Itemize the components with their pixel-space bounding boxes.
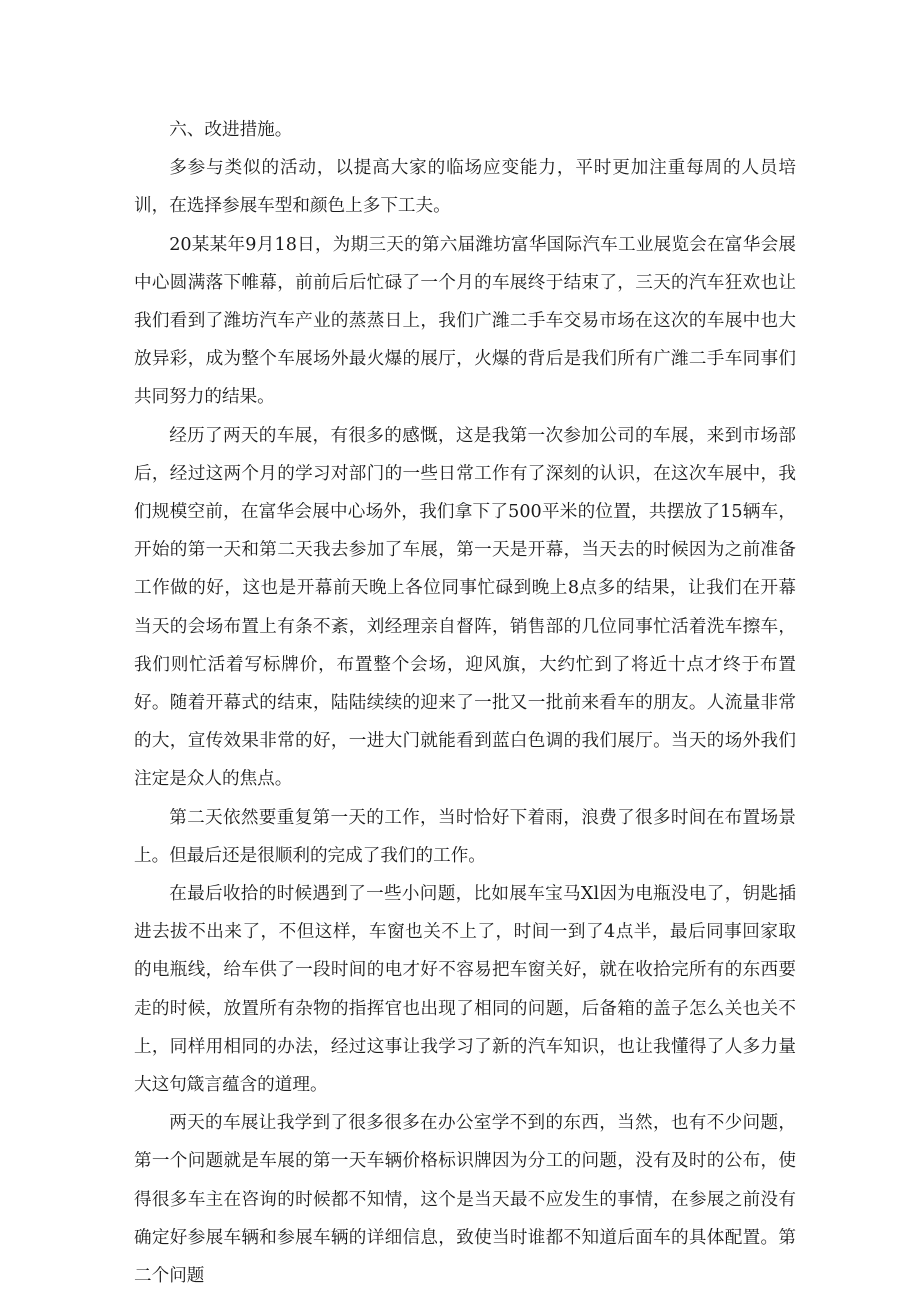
paragraph: 多参与类似的活动，以提高大家的临场应变能力，平时更加注重每周的人员培训，在选择参展车型和颜色上多下工夫。 [134,158,796,217]
paragraph: 20某某年9月18日，为期三天的第六届潍坊富华国际汽车工业展览会在富华会展中心圆满落下帷幕，前前后后忙碌了一个月的车展终于结束了，三天的汽车狂欢也让我们看到了潍坊汽车产业的蒸蒸日上，我们广潍二手车交易市场在这次的车展中也大放异彩，成为整个车展场外最火爆的展厅，火爆的背后是我们所有广潍二手车同事们共同努力的结果。 [134,234,796,408]
paragraph: 经历了两天的车展，有很多的感慨，这是我第一次参加公司的车展，来到市场部后，经过这两个月的学习对部门的一些日常工作有了深刻的认识，在这次车展中，我们规模空前，在富华会展中心场外，我们拿下了500平米的位置，共摆放了15辆车，开始的第一天和第二天我去参加了车展，第一天是开幕，当天去的时候因为之前准备工作做的好，这也是开幕前天晚上各位同事忙碌到晚上8点多的结果，让我们在开幕当天的会场布置上有条不紊，刘经理亲自督阵，销售部的几位同事忙活着洗车擦车，我们则忙活着写标牌价，布置整个会场，迎风旗，大约忙到了将近十点才终于布置好。随着开幕式的结束，陆陆续续的迎来了一批又一批前来看车的朋友。人流量非常的大，宣传效果非常的好，一进大门就能看到蓝白色调的我们展厅。当天的场外我们注定是众人的焦点。 [134,425,796,790]
paragraph-heading-improvement: 六、改进措施。 [169,120,293,140]
paragraph: 两天的车展让我学到了很多很多在办公室学不到的东西，当然，也有不少问题，第一个问题就是车展的第一天车辆价格标识牌因为分工的问题，没有及时的公布，使得很多车主在咨询的时候都不知情，这个是当天最不应发生的事情，在参展之前没有确定好参展车辆和参展车辆的详细信息，致使当时谁都不知道后面车的具体配置。第二个问题 [134,1113,796,1287]
document-body [134,111,796,1295]
paragraph: 在最后收拾的时候遇到了一些小问题，比如展车宝马Xl因为电瓶没电了，钥匙插进去拔不出来了，不但这样，车窗也关不上了，时间一到了4点半，最后同事回家取的电瓶线，给车供了一段时间的电才好不容易把车窗关好，就在收拾完所有的东西要走的时候，放置所有杂物的指挥官也出现了相同的问题，后备箱的盖子怎么关也关不上，同样用相同的办法，经过这事让我学习了新的汽车知识，也让我懂得了人多力量大这句箴言蕴含的道理。 [134,884,796,1096]
paragraph: 第二天依然要重复第一天的工作，当时恰好下着雨，浪费了很多时间在布置场景上。但最后还是很顺利的完成了我们的工作。 [134,807,796,866]
